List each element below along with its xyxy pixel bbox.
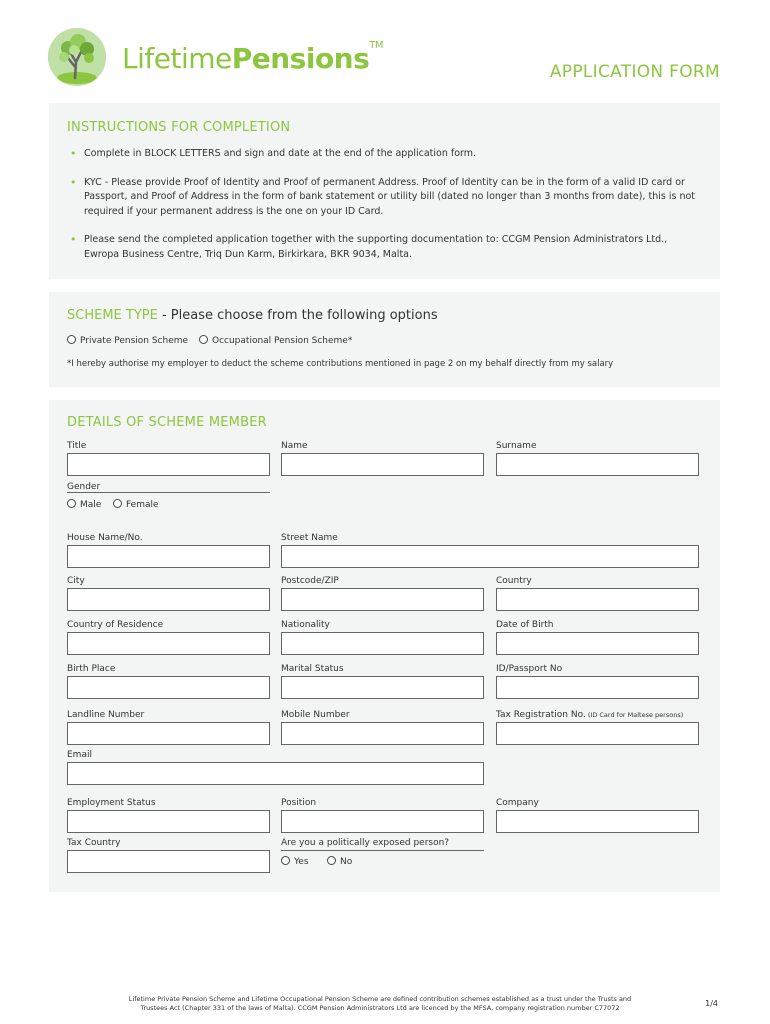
country-input[interactable] (496, 588, 699, 611)
tree-icon (48, 28, 106, 86)
nationality-input[interactable] (281, 632, 484, 655)
landline-input[interactable] (67, 722, 270, 745)
member-details-panel (49, 400, 720, 892)
occupational-scheme-option[interactable]: Occupational Pension Scheme* (199, 335, 352, 346)
details-heading: DETAILS OF SCHEME MEMBER (67, 415, 267, 430)
dob-label: Date of Birth (496, 620, 554, 630)
surname-label: Surname (496, 441, 537, 451)
taxcountry-input[interactable] (67, 850, 270, 873)
instructions-list (67, 147, 705, 276)
residence-input[interactable] (67, 632, 270, 655)
taxcountry-label: Tax Country (67, 838, 121, 848)
employment-label: Employment Status (67, 798, 156, 808)
gender-male-option[interactable]: Male (67, 499, 101, 510)
instructions-panel (49, 103, 720, 279)
instruction-item: • Complete in BLOCK LETTERS and sign and date at the end of the application form. (67, 147, 705, 162)
company-logo (48, 28, 388, 88)
instruction-item: • KYC - Please provide Proof of Identity and Proof of permanent Address. Proof of Identity can be in the form of a valid ID card or Passport, and Proof of Address in the form of bank statement or utility bill (dated no longer than 3 months from date), this is not required if your permanent address is the one on your ID Card. (67, 176, 705, 220)
footer-legal: Lifetime Private Pension Scheme and Lifetime Occupational Pension Scheme are defined contribution schemes established as a trust under the Trusts and Trustees Act (Chapter 331 of the laws of Malta). CCGM Pension Administrators Ltd are licenced by the MFSA, company registration number C77072 (128, 995, 632, 1012)
logo-wordmark: LifetimePensions™ (122, 40, 384, 75)
title-input[interactable] (67, 453, 270, 476)
street-label: Street Name (281, 533, 338, 543)
postcode-label: Postcode/ZIP (281, 576, 339, 586)
mobile-label: Mobile Number (281, 710, 350, 720)
pep-yes-option[interactable]: Yes (281, 856, 309, 867)
employment-input[interactable] (67, 810, 270, 833)
pep-no-option[interactable]: No (327, 856, 352, 867)
city-input[interactable] (67, 588, 270, 611)
taxreg-input[interactable] (496, 722, 699, 745)
house-label: House Name/No. (67, 533, 143, 543)
private-scheme-option[interactable]: Private Pension Scheme (67, 335, 188, 346)
city-label: City (67, 576, 85, 586)
scheme-heading: SCHEME TYPE - Please choose from the following options (67, 308, 438, 323)
marital-input[interactable] (281, 676, 484, 699)
street-input[interactable] (281, 545, 699, 568)
birthplace-label: Birth Place (67, 664, 116, 674)
company-input[interactable] (496, 810, 699, 833)
email-label: Email (67, 750, 92, 760)
country-label: Country (496, 576, 532, 586)
house-input[interactable] (67, 545, 270, 568)
passport-input[interactable] (496, 676, 699, 699)
pep-yes-radio[interactable] (281, 856, 290, 865)
mobile-input[interactable] (281, 722, 484, 745)
female-radio[interactable] (113, 499, 122, 508)
nationality-label: Nationality (281, 620, 330, 630)
surname-input[interactable] (496, 453, 699, 476)
form-title: APPLICATION FORM (549, 62, 720, 82)
page-number: 1/4 (705, 999, 718, 1008)
position-label: Position (281, 798, 317, 808)
dob-input[interactable] (496, 632, 699, 655)
gender-underline (67, 492, 270, 493)
pep-no-radio[interactable] (327, 856, 336, 865)
pep-label: Are you a politically exposed person? (281, 838, 450, 848)
position-input[interactable] (281, 810, 484, 833)
residence-label: Country of Residence (67, 620, 164, 630)
landline-label: Landline Number (67, 710, 145, 720)
private-scheme-radio[interactable] (67, 335, 76, 344)
authorisation-note: *I hereby authorise my employer to deduct the scheme contributions mentioned in page 2 on my behalf directly from my salary (67, 359, 614, 369)
instruction-item: • Please send the completed application together with the supporting documentation to: CCGM Pension Administrators Ltd., Ewropa Business Centre, Triq Dun Karm, Birkirkara, BKR 9034, Malta. (67, 233, 705, 262)
occupational-scheme-radio[interactable] (199, 335, 208, 344)
taxreg-label: Tax Registration No. (ID Card for Maltese persons) (496, 710, 684, 720)
name-label: Name (281, 441, 308, 451)
pep-underline (281, 850, 484, 851)
gender-label: Gender (67, 482, 101, 492)
postcode-input[interactable] (281, 588, 484, 611)
marital-label: Marital Status (281, 664, 344, 674)
title-label: Title (67, 441, 87, 451)
birthplace-input[interactable] (67, 676, 270, 699)
company-label: Company (496, 798, 539, 808)
instructions-heading: INSTRUCTIONS FOR COMPLETION (67, 120, 291, 135)
gender-female-option[interactable]: Female (113, 499, 159, 510)
name-input[interactable] (281, 453, 484, 476)
male-radio[interactable] (67, 499, 76, 508)
passport-label: ID/Passport No (496, 664, 563, 674)
scheme-type-panel (49, 292, 720, 387)
email-input[interactable] (67, 762, 484, 785)
